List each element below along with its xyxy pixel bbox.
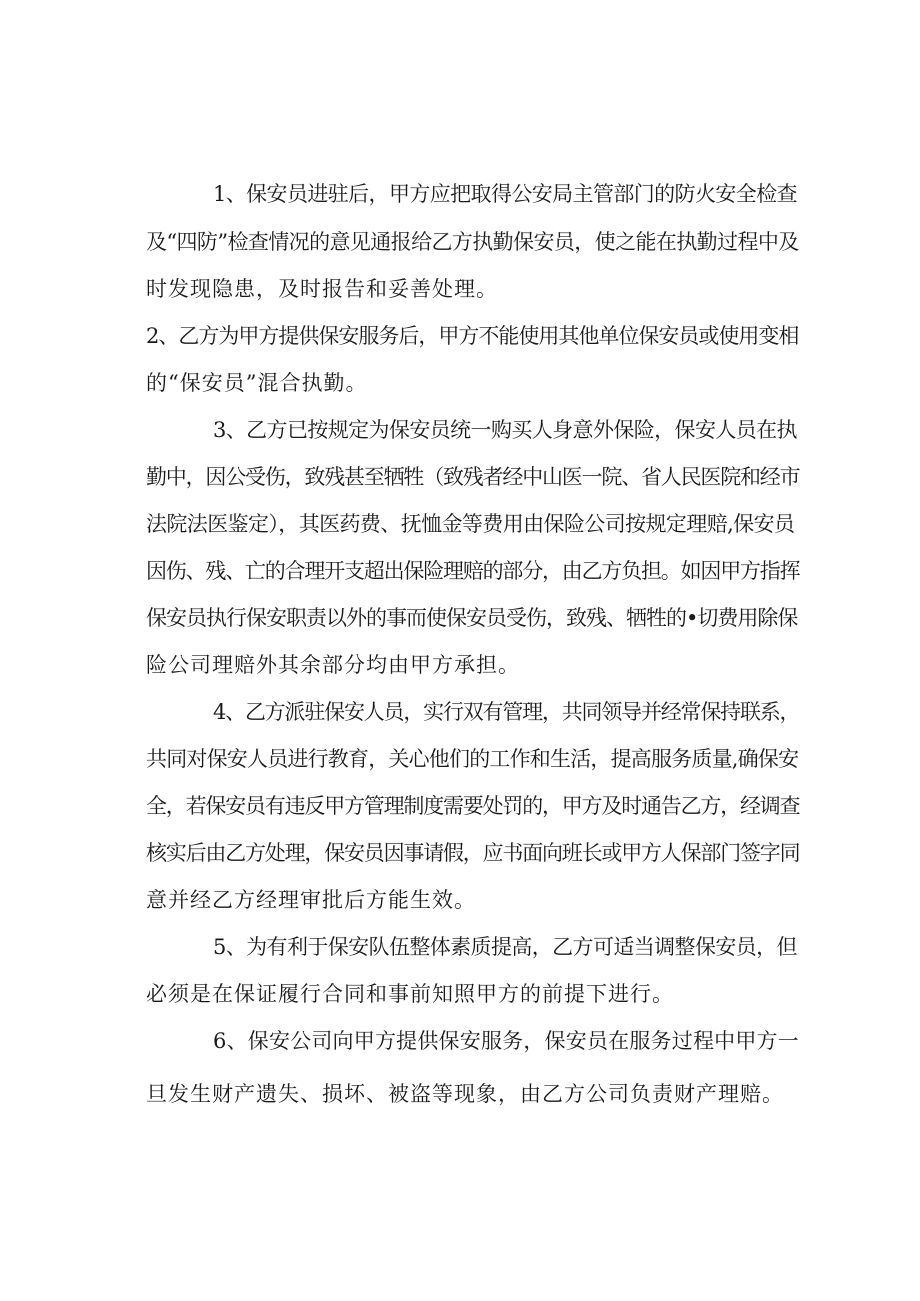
paragraph-4-line-1: 4、乙方派驻保安人员，实行双有管理，共同领导并经常保持联系， [213,700,800,724]
paragraph-1-line-1: 1、保安员进驻后，甲方应把取得公安局主管部门的防火安全检查 [213,182,797,206]
paragraph-3-line-5: 保安员执行保安职责以外的事而使保安员受伤，致残、牺牲的•切费用除保 [146,606,798,630]
paragraph-5-line-2: 必须是在保证履行合同和事前知照甲方的前提下进行。 [146,982,674,1006]
paragraph-2-line-2: 的“保安员”混合执勤。 [146,371,368,395]
paragraph-3-line-1: 3、乙方已按规定为保安员统一购买人身意外保险，保安人员在执 [213,418,797,442]
paragraph-2-line-1: 2、乙方为甲方提供保安服务后，甲方不能使用其他单位保安员或使用变相 [146,324,799,348]
paragraph-4-line-3: 全，若保安员有违反甲方管理制度需要处罚的，甲方及时通告乙方，经调查 [146,794,800,818]
paragraph-1-line-3: 时发现隐患，及时报告和妥善处理。 [146,277,498,301]
paragraph-1-line-2: 及“四防”检查情况的意见通报给乙方执勤保安员，使之能在执勤过程中及 [146,230,799,254]
paragraph-6-line-1: 6、保安公司向甲方提供保安服务，保安员在服务过程中甲方一 [213,1029,799,1053]
paragraph-4-line-4: 核实后由乙方处理，保安员因事请假，应书面向班长或甲方人保部门签字同 [146,841,800,865]
paragraph-5-line-1: 5、为有利于保安队伍整体素质提高，乙方可适当调整保安员，但 [213,935,797,959]
paragraph-3-line-6: 险公司理赔外其余部分均由甲方承担。 [146,653,520,677]
paragraph-4-line-2: 共同对保安人员进行教育，关心他们的工作和生活，提高服务质量,确保安 [146,747,799,771]
paragraph-3-line-2: 勤中，因公受伤，致残甚至牺牲（致残者经中山医一院、省人民医院和经市 [146,465,800,489]
paragraph-4-line-5: 意并经乙方经理审批后方能生效。 [146,888,476,912]
paragraph-6-line-2: 旦发生财产遗失、损坏、被盗等现象，由乙方公司负责财产理赔。 [146,1082,784,1106]
paragraph-3-line-4: 因伤、残、亡的合理开支超出保险理赔的部分，由乙方负担。如因甲方指挥 [146,559,800,583]
paragraph-3-line-3: 法院法医鉴定），其医药费、抚恤金等费用由保险公司按规定理赔,保安员 [146,512,795,536]
